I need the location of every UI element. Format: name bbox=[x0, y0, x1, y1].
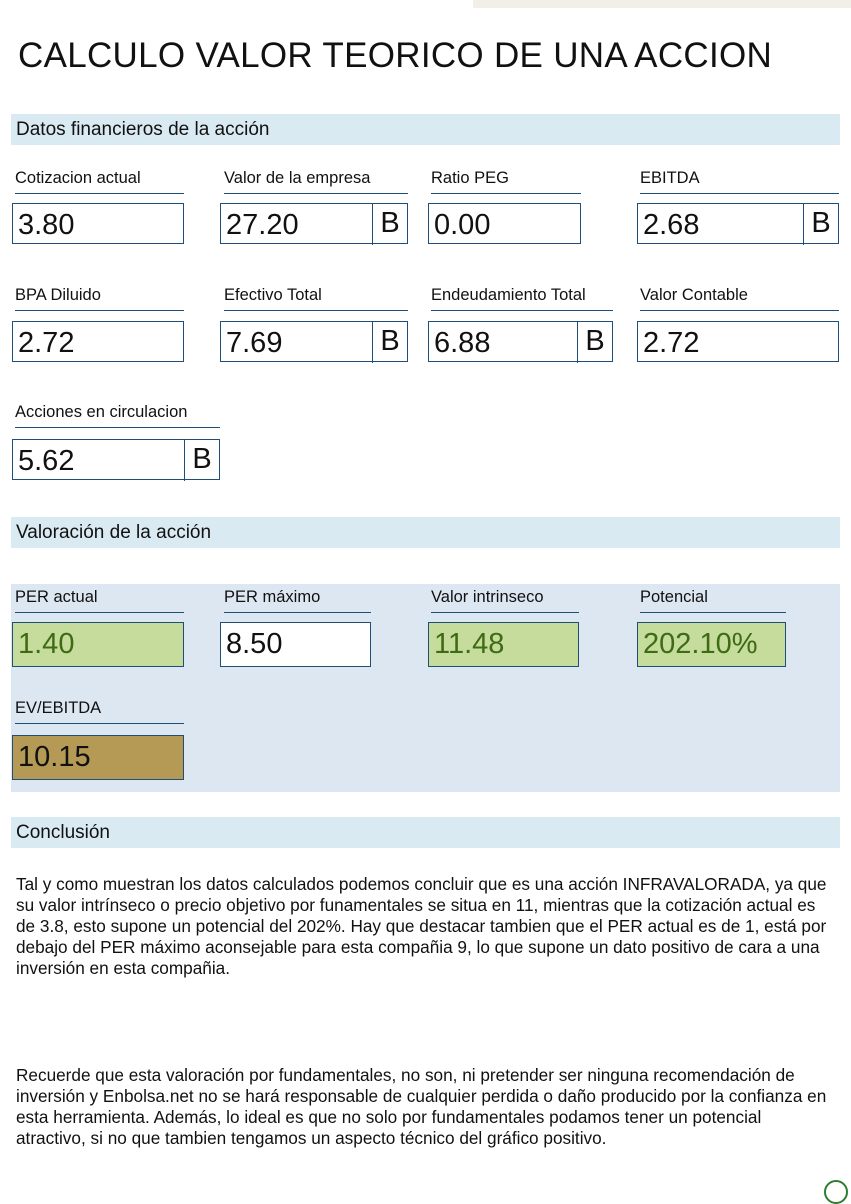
conclusion-paragraph: Tal y como muestran los datos calculados podemos concluir que es una acción INFRAVALORADA, ya que su valor intrínseco o precio objetivo por funamentales se situa en 11, mientras que la cotización actual es de 3.8, esto supone un potencial del 202%. Hay que destacar tambien que el PER actual es de 1, está por debajo del PER máximo aconsejable para esta compañia 9, lo que supone un dato positivo de cara a una inversión en esta compañia. bbox=[16, 874, 827, 978]
label-efectivo-total: Efectivo Total bbox=[224, 286, 408, 311]
value-valor-contable: 2.72 bbox=[643, 327, 700, 359]
value-ev-ebitda: 10.15 bbox=[18, 741, 91, 773]
label-per-actual: PER actual bbox=[15, 588, 184, 613]
value-valor-intrinseco: 11.48 bbox=[434, 628, 505, 660]
top-strip bbox=[473, 0, 851, 8]
circle-icon bbox=[824, 1180, 848, 1204]
field-endeudamiento-total bbox=[428, 321, 613, 362]
label-valor-contable: Valor Contable bbox=[640, 286, 839, 311]
field-ebitda bbox=[637, 203, 839, 244]
label-potencial: Potencial bbox=[640, 588, 786, 613]
value-endeudamiento-total: 6.88 bbox=[434, 327, 491, 359]
label-acciones-circulacion: Acciones en circulacion bbox=[15, 403, 220, 428]
section-financials-title: Datos financieros de la acción bbox=[16, 119, 270, 140]
field-per-actual bbox=[12, 622, 184, 667]
label-valor-intrinseco: Valor intrinseco bbox=[431, 588, 579, 613]
field-efectivo-total bbox=[220, 321, 408, 362]
section-financials bbox=[11, 114, 840, 145]
unit-endeudamiento-total: B bbox=[577, 321, 612, 363]
disclaimer-paragraph: Recuerde que esta valoración por fundamentales, no son, ni pretender ser ninguna recomendación de inversión y Enbolsa.net no se hará responsable de cualquier perdida o daño producido por la confianza en esta herramienta. Además, lo ideal es que no solo por fundamentales podamos tener un potencial atractivo, si no que tambien tengamos un aspecto técnico del gráfico positivo. bbox=[16, 1065, 827, 1148]
label-cotizacion-actual: Cotizacion actual bbox=[15, 169, 184, 194]
label-ev-ebitda: EV/EBITDA bbox=[15, 699, 184, 724]
value-ebitda: 2.68 bbox=[643, 209, 700, 241]
unit-valor-empresa: B bbox=[372, 203, 407, 245]
value-acciones-circulacion: 5.62 bbox=[18, 445, 75, 477]
field-bpa-diluido bbox=[12, 321, 184, 362]
unit-ebitda: B bbox=[803, 203, 838, 245]
field-valor-contable bbox=[637, 321, 839, 362]
value-efectivo-total: 7.69 bbox=[226, 327, 283, 359]
label-valor-empresa: Valor de la empresa bbox=[224, 169, 408, 194]
field-valor-empresa bbox=[220, 203, 408, 244]
value-valor-empresa: 27.20 bbox=[226, 209, 299, 241]
value-potencial: 202.10% bbox=[643, 628, 758, 660]
field-ev-ebitda bbox=[12, 735, 184, 780]
field-acciones-circulacion bbox=[12, 439, 220, 480]
field-potencial bbox=[637, 622, 786, 667]
label-ebitda: EBITDA bbox=[640, 169, 839, 194]
section-valuation-title: Valoración de la acción bbox=[16, 522, 212, 543]
label-ratio-peg: Ratio PEG bbox=[431, 169, 581, 194]
value-ratio-peg: 0.00 bbox=[434, 209, 491, 241]
section-valuation bbox=[11, 517, 840, 548]
label-bpa-diluido: BPA Diluido bbox=[15, 286, 184, 311]
value-per-actual: 1.40 bbox=[18, 628, 75, 660]
section-conclusion-title: Conclusión bbox=[16, 822, 110, 843]
value-per-maximo: 8.50 bbox=[226, 628, 283, 660]
page-title: CALCULO VALOR TEORICO DE UNA ACCION bbox=[18, 36, 773, 75]
value-bpa-diluido: 2.72 bbox=[18, 327, 75, 359]
label-endeudamiento-total: Endeudamiento Total bbox=[431, 286, 613, 311]
value-cotizacion-actual: 3.80 bbox=[18, 209, 75, 241]
field-ratio-peg bbox=[428, 203, 581, 244]
label-per-maximo: PER máximo bbox=[224, 588, 371, 613]
field-valor-intrinseco bbox=[428, 622, 579, 667]
unit-acciones-circulacion: B bbox=[184, 439, 219, 481]
field-per-maximo bbox=[220, 622, 371, 667]
unit-efectivo-total: B bbox=[372, 321, 407, 363]
field-cotizacion-actual bbox=[12, 203, 184, 244]
section-conclusion bbox=[11, 817, 840, 848]
